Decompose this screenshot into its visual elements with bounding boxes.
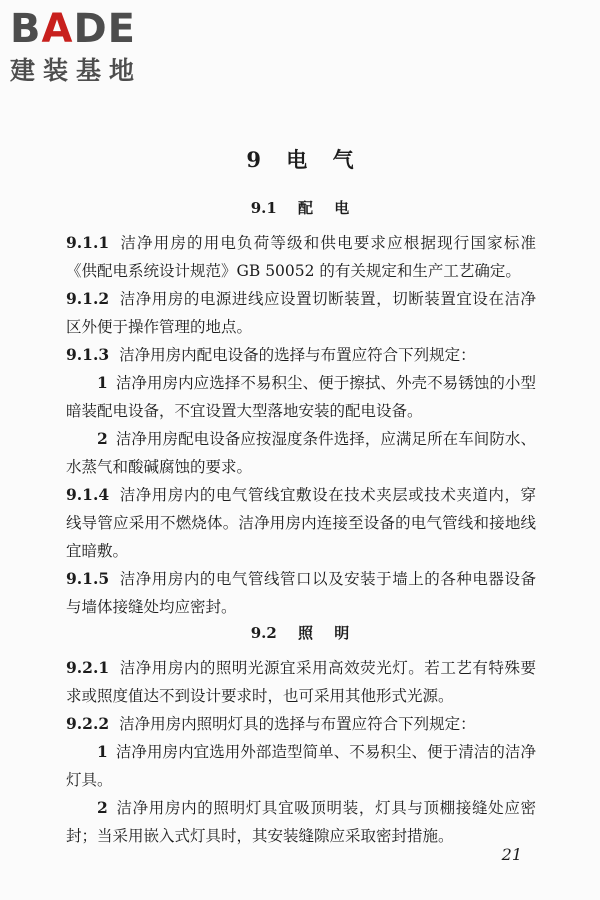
clause-number: 9.2.2 bbox=[66, 714, 110, 733]
item-number: 1 bbox=[97, 373, 108, 392]
section-9-2-body bbox=[66, 654, 536, 850]
clause-9-1-2 bbox=[66, 285, 536, 341]
page-number: 21 bbox=[501, 845, 522, 864]
chapter-title: 9 电 气 bbox=[246, 147, 354, 172]
item-text: 洁净用房配电设备应按湿度条件选择，应满足所在车间防水、水蒸气和酸碱腐蚀的要求。 bbox=[66, 430, 536, 476]
clause-text: 洁净用房内的电气管线管口以及安装于墙上的各种电器设备与墙体接缝处均应密封。 bbox=[66, 570, 536, 616]
clause-9-1-1 bbox=[66, 229, 536, 285]
clause-text: 洁净用房内的电气管线宜敷设在技术夹层或技术夹道内，穿线导管应采用不燃烧体。洁净用房内连接至设备的电气管线和接地线宜暗敷。 bbox=[66, 486, 536, 560]
section-title-9-1: 9.1 配 电 bbox=[250, 199, 350, 217]
item-number: 1 bbox=[97, 742, 108, 761]
brand-letters-de: DE bbox=[73, 6, 136, 52]
section-9-1-body bbox=[66, 229, 536, 621]
clause-9-1-3-item-1 bbox=[66, 369, 536, 425]
clause-text: 洁净用房内配电设备的选择与布置应符合下列规定： bbox=[119, 346, 476, 364]
clause-9-2-2 bbox=[66, 710, 536, 738]
clause-9-2-2-item-1 bbox=[66, 738, 536, 794]
clause-text: 洁净用房内的照明光源宜采用高效荧光灯。若工艺有特殊要求或照度值达不到设计要求时，也可采用其他形式光源。 bbox=[66, 659, 536, 705]
item-number: 2 bbox=[97, 798, 108, 817]
brand-letter-b: B bbox=[10, 6, 42, 52]
brand-letter-a: A bbox=[41, 6, 74, 52]
clause-text: 洁净用房的电源进线应设置切断装置，切断装置宜设在洁净区外便于操作管理的地点。 bbox=[66, 290, 536, 336]
clause-9-2-2-item-2 bbox=[66, 794, 536, 850]
brand-logo-mark bbox=[10, 8, 180, 50]
clause-9-1-3 bbox=[66, 341, 536, 369]
brand-subtitle: 建装基地 bbox=[10, 56, 143, 85]
clause-text: 洁净用房的用电负荷等级和供电要求应根据现行国家标准《供配电系统设计规范》GB 50052 的有关规定和生产工艺确定。 bbox=[66, 234, 536, 280]
clause-number: 9.2.1 bbox=[66, 658, 110, 677]
clause-9-1-4 bbox=[66, 481, 536, 565]
clause-9-2-1 bbox=[66, 654, 536, 710]
brand-logo bbox=[10, 8, 180, 86]
clause-text: 洁净用房内照明灯具的选择与布置应符合下列规定： bbox=[119, 715, 476, 733]
clause-9-1-3-item-2 bbox=[66, 425, 536, 481]
item-text: 洁净用房内的照明灯具宜吸顶明装，灯具与顶棚接缝处应密封；当采用嵌入式灯具时，其安装缝隙应采取密封措施。 bbox=[66, 799, 536, 845]
clause-9-1-5 bbox=[66, 565, 536, 621]
item-text: 洁净用房内宜选用外部造型简单、不易积尘、便于清洁的洁净灯具。 bbox=[66, 743, 536, 789]
section-title-9-2: 9.2 照 明 bbox=[250, 624, 350, 642]
clause-number: 9.1.2 bbox=[66, 289, 110, 308]
clause-number: 9.1.5 bbox=[66, 569, 110, 588]
item-text: 洁净用房内应选择不易积尘、便于擦拭、外壳不易锈蚀的小型暗装配电设备，不宜设置大型落地安装的配电设备。 bbox=[66, 374, 536, 420]
item-number: 2 bbox=[97, 429, 108, 448]
clause-number: 9.1.1 bbox=[66, 233, 110, 252]
clause-number: 9.1.4 bbox=[66, 485, 110, 504]
clause-number: 9.1.3 bbox=[66, 345, 110, 364]
